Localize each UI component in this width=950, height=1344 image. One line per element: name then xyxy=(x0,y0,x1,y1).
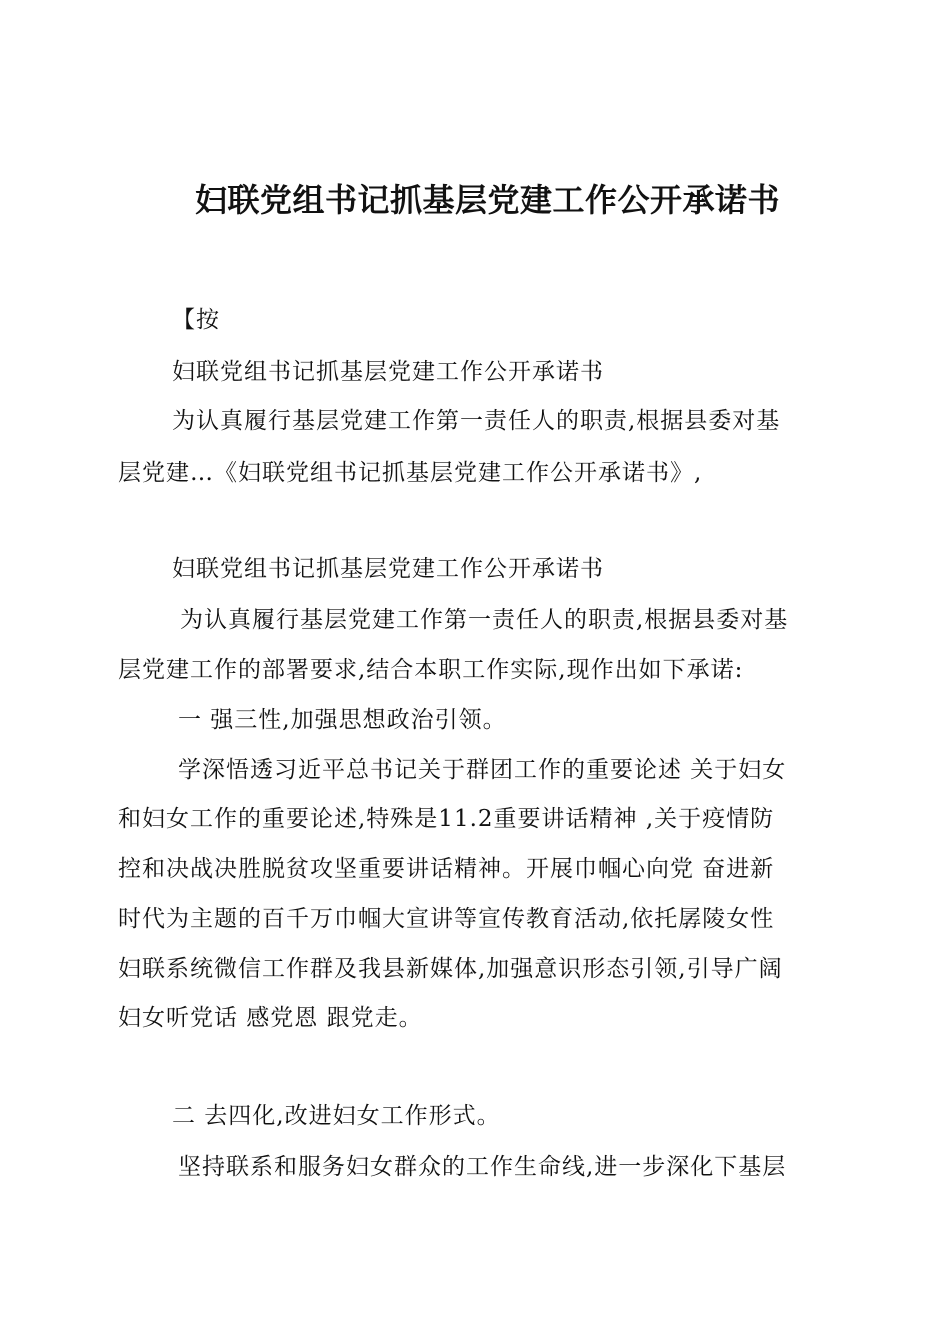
section-heading: 二 去四化,改进妇女工作形式。 xyxy=(172,1103,501,1129)
paragraph-line: 妇联系统微信工作群及我县新媒体,加强意识形态引领,引导广阔 xyxy=(118,956,783,982)
paragraph-line: 层党建工作的部署要求,结合本职工作实际,现作出如下承诺: xyxy=(118,657,744,683)
paragraph-line: 妇女听党话 感党恩 跟党走。 xyxy=(118,1005,423,1031)
paragraph-line: 学深悟透习近平总书记关于群团工作的重要论述 关于妇女 xyxy=(178,757,787,783)
paragraph-line: 妇联党组书记抓基层党建工作公开承诺书 xyxy=(172,359,604,385)
paragraph-line: 坚持联系和服务妇女群众的工作生命线,进一步深化下基层 xyxy=(178,1154,787,1180)
paragraph-line: 和妇女工作的重要论述,特殊是11.2重要讲话精神 ,关于疫情防 xyxy=(118,806,775,832)
paragraph-line: 为认真履行基层党建工作第一责任人的职责,根据县委对基 xyxy=(180,607,789,633)
paragraph-line: 为认真履行基层党建工作第一责任人的职责,根据县委对基 xyxy=(172,408,781,434)
paragraph-line: 层党建…《妇联党组书记抓基层党建工作公开承诺书》, xyxy=(118,460,703,486)
paragraph-line: 【按 xyxy=(172,307,220,333)
document-title: 妇联党组书记抓基层党建工作公开承诺书 xyxy=(195,181,781,219)
section-heading: 一 强三性,加强思想政治引领。 xyxy=(178,707,507,733)
paragraph-line: 时代为主题的百千万巾帼大宣讲等宣传教育活动,依托孱陵女性 xyxy=(118,906,775,932)
paragraph-line: 控和决战决胜脱贫攻坚重要讲话精神。开展巾帼心向党 奋进新 xyxy=(118,856,775,882)
paragraph-line: 妇联党组书记抓基层党建工作公开承诺书 xyxy=(172,556,604,582)
